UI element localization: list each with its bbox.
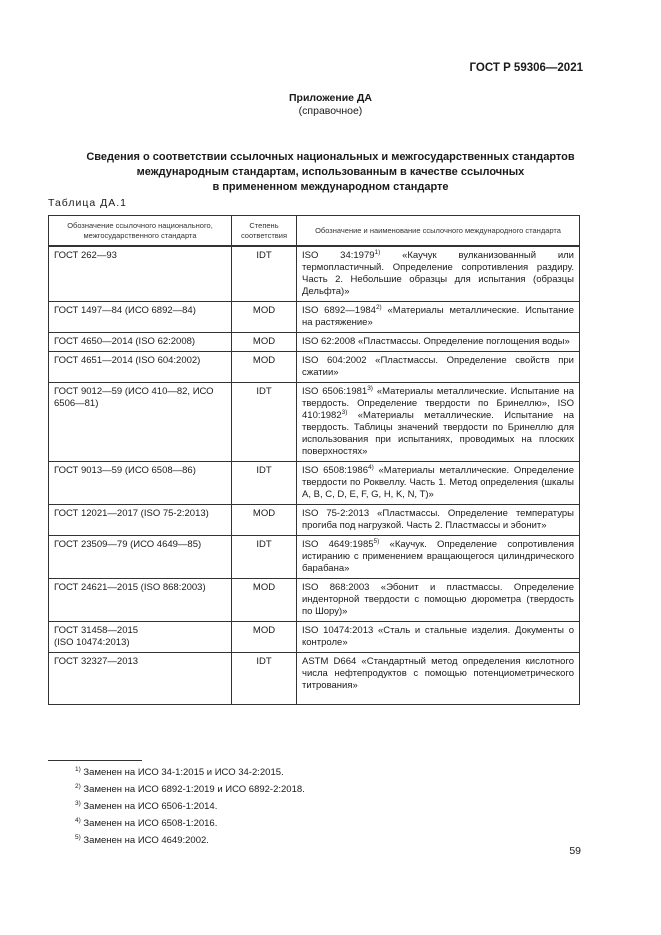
footnote-mark: 3): [367, 384, 373, 392]
ref-text: ISO 604:2002 «Пластмассы. Определение свойств при сжатии»: [302, 355, 574, 378]
table-row: [49, 383, 580, 462]
cell-degree: IDT: [232, 246, 297, 302]
ref-text: ISO 6508:1986: [302, 465, 369, 476]
table-row: [49, 333, 580, 352]
cell-degree: MOD: [232, 302, 297, 333]
footnote-mark: 1): [374, 248, 381, 256]
cell-standard: ГОСТ 9013—59 (ИСО 6508—86): [49, 462, 232, 505]
footnote-mark: 4): [75, 816, 81, 824]
page-number: 59: [569, 845, 581, 857]
cell-standard: ГОСТ 1497—84 (ИСО 6892—84): [49, 302, 232, 333]
cell-reference: [297, 383, 580, 462]
standard-line-2: (ISO 10474:2013): [54, 637, 130, 648]
appendix-subtitle: (справочное): [298, 105, 363, 117]
ref-text: ISO 10474:2013 «Сталь и стальные изделия. Документы о контроле»: [302, 625, 574, 648]
cell-degree: MOD: [232, 333, 297, 352]
cell-degree: IDT: [232, 383, 297, 462]
ref-text: ASTM D664 «Стандартный метод определения кислотного числа нефтепродуктов с помощью потенциометрического титрования»: [302, 656, 574, 691]
cell-degree: IDT: [232, 653, 297, 705]
ref-text: ISO 75-2:2013 «Пластмассы. Определение температуры прогиба под нагрузкой. Часть 2. Пластмассы и эбонит»: [302, 508, 574, 531]
table-row: [49, 462, 580, 505]
cell-reference: [297, 653, 580, 705]
footnote: [75, 781, 305, 798]
footnote-text: Заменен на ИСО 6506-1:2014.: [80, 801, 218, 812]
ref-text: ISO 4649:1985: [302, 539, 374, 550]
table-row: [49, 505, 580, 536]
table-row: [49, 246, 580, 302]
cell-reference: [297, 352, 580, 383]
footnote-mark: 2): [375, 303, 382, 311]
ref-text: ISO 34:1979: [302, 250, 375, 261]
table-caption: [48, 150, 613, 195]
ref-text: ISO 868:2003 «Эбонит и пластмассы. Определение инденторной твердости с помощью дюрометра (твердость по Шору)»: [302, 582, 574, 617]
cell-standard: ГОСТ 24621—2015 (ISO 868:2003): [49, 579, 232, 622]
cell-standard: ГОСТ 4651—2014 (ISO 604:2002): [49, 352, 232, 383]
document-code: ГОСТ Р 59306—2021: [469, 62, 583, 74]
ref-text: ISO 6506:1981: [302, 386, 368, 397]
footnote-mark: 5): [75, 833, 81, 841]
table-row: [49, 622, 580, 653]
table-row: [49, 352, 580, 383]
header-national-standard: Обозначение ссылочного национального, межгосударственного стандарта: [49, 216, 232, 247]
ref-text: «Материалы металлические. Испытание на растяжение»: [302, 305, 574, 328]
standard-line-1: ГОСТ 31458—2015: [54, 625, 139, 636]
ref-text: «Материалы металлические. Испытание на твердость. Таблицы значений твердости по Бринеллю для использования при испытаниях, проводимых на плоских поверхностях»: [302, 410, 574, 457]
cell-standard: ГОСТ 12021—2017 (ISO 75-2:2013): [49, 505, 232, 536]
table-header-row: [49, 216, 580, 247]
cell-reference: [297, 505, 580, 536]
cell-reference: [297, 622, 580, 653]
cell-standard: ГОСТ 23509—79 (ИСО 4649—85): [49, 536, 232, 579]
correspondence-table: [48, 215, 580, 705]
cell-standard: ГОСТ 4650—2014 (ISO 62:2008): [49, 333, 232, 352]
footnote: [75, 815, 305, 832]
ref-text: «Каучук вулканизованный или термопластичный. Определение сопротивления раздиру. Часть 2. Небольшие образцы для испытания (образцы Дельфта)»: [302, 250, 574, 297]
footnote-text: Заменен на ИСО 4649:2002.: [80, 835, 209, 846]
caption-line-1: Сведения о соответствии ссылочных национальных и межгосударственных стандартов: [86, 151, 575, 163]
cell-reference: [297, 333, 580, 352]
footnote-text: Заменен на ИСО 6892-1:2019 и ИСО 6892-2:2018.: [80, 784, 305, 795]
cell-degree: MOD: [232, 505, 297, 536]
footnote: [75, 832, 305, 849]
cell-standard: ГОСТ 32327—2013: [49, 653, 232, 705]
table-row: [49, 302, 580, 333]
footnote-mark: 3): [341, 408, 348, 416]
ref-text: «Каучук. Определение сопротивления истиранию с применением вращающегося цилиндрического барабана»: [302, 539, 574, 574]
appendix-title: Приложение ДА: [289, 92, 372, 104]
cell-degree: MOD: [232, 622, 297, 653]
cell-degree: IDT: [232, 536, 297, 579]
cell-degree: MOD: [232, 352, 297, 383]
footnotes: [75, 764, 305, 849]
footnote: [75, 798, 305, 815]
cell-reference: [297, 462, 580, 505]
cell-standard: ГОСТ 262—93: [49, 246, 232, 302]
cell-standard: [49, 622, 232, 653]
footnote-mark: 4): [368, 463, 374, 471]
table-row: [49, 536, 580, 579]
cell-reference: [297, 579, 580, 622]
ref-text: «Материалы металлические. Испытание на твердость. Определение твердости по Бринеллю», ISO 410:1982: [302, 386, 574, 421]
caption-line-3: в примененном международном стандарте: [212, 181, 449, 193]
footnote-mark: 3): [75, 799, 81, 807]
table-row: [49, 579, 580, 622]
appendix-heading: [0, 92, 661, 118]
cell-degree: IDT: [232, 462, 297, 505]
cell-reference: [297, 246, 580, 302]
cell-reference: [297, 536, 580, 579]
header-international-standard: Обозначение и наименование ссылочного международного стандарта: [297, 216, 580, 247]
ref-text: «Материалы металлические. Определение твердости по Роквеллу. Часть 1. Метод определения (шкалы A, B, C, D, E, F, G, H, K, N, T)»: [302, 465, 574, 500]
ref-text: ISO 62:2008 «Пластмассы. Определение поглощения воды»: [302, 336, 570, 347]
footnote-mark: 2): [75, 782, 81, 790]
header-degree: Степень соответствия: [232, 216, 297, 247]
footnote-text: Заменен на ИСО 6508-1:2016.: [80, 818, 218, 829]
cell-degree: MOD: [232, 579, 297, 622]
caption-line-2: международным стандартам, использованным в качестве ссылочных: [136, 166, 525, 178]
footnote-mark: 1): [75, 765, 81, 773]
table-row: [49, 653, 580, 705]
footnote-text: Заменен на ИСО 34-1:2015 и ИСО 34-2:2015.: [80, 767, 284, 778]
footnote-mark: 5): [373, 537, 380, 545]
cell-standard: ГОСТ 9012—59 (ИСО 410—82, ИСО 6506—81): [49, 383, 232, 462]
table-label: Таблица ДА.1: [48, 197, 127, 209]
ref-text: ISO 6892—1984: [302, 305, 376, 316]
footnote: [75, 764, 305, 781]
cell-reference: [297, 302, 580, 333]
footnote-divider: [48, 760, 142, 761]
